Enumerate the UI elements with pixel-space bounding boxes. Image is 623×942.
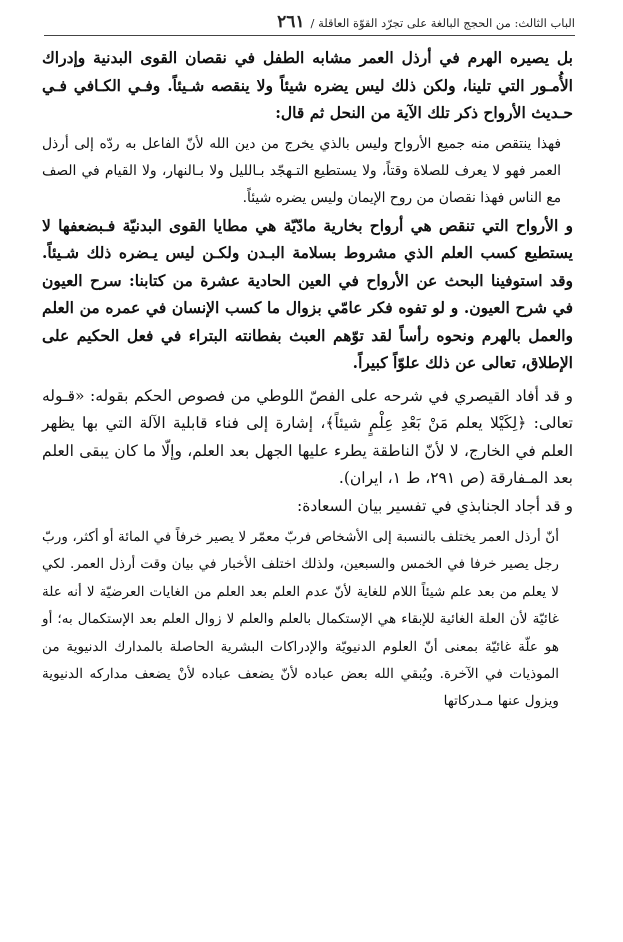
paragraph-2: و الأرواح التي تنقص هي أرواح بخارية مادّيّة هي مطايا القوى البدنيّة فـبضعفها لا يستطيع كسب العلم الذي مشروط بسلامة البـدن ولكـن ليس يـضره ذلك شـيئاً. وقد استوفينا البحث عن الأرواح في العين الحادية عشرة من كتابنا: سرح العيون في شرح العيون. و لو تفوه فكر عامّي بزوال ما كسب الإنسان في عمره من العلم والعمل بالهرم ونحوه رأساً لقد توّهم العبث بفطانته البتراء في فعل الحكيم على الإطلاق، تعالى عن ذلك علوّاً كبيراً. (42, 215, 573, 372)
paragraph-1: بل يصيره الهرم في أرذل العمر مشابه الطفل في نقصان القوى البدنية وإدراك الأُمـور التي تلينا، ولكن ذلك ليس يضره شيئاً ولا ينقصه شـيئاً. وفـي الكـافي فـي حـديث الأرواح ذكر تلك الآية من النحل ثم قال: (42, 48, 573, 122)
page-number: ٢٦١ (277, 12, 305, 32)
running-header (40, 12, 575, 32)
header-rule (44, 35, 575, 36)
body-text (42, 44, 573, 716)
quote-al-kafi: فهذا ينتقص منه جميع الأرواح وليس بالذي يخرج من دين الله لأنّ الفاعل به ردّه إلى أرذل العمر فهو لا يعرف للصلاة وقتاً، ولا يستطيع التـهجّد بـالليل ولا بـالنهار، ولا القيام في الصف مع الناس فهذا نقصان من روح الإيمان وليس يضره شيئاً. (42, 135, 561, 206)
paragraph-4: و قد أجاد الجنابذي في تفسير بيان السعادة: (297, 496, 573, 515)
paragraph-3: و قد أفاد القيصري في شرحه على الفصّ اللوطي من فصوص الحكم بقوله: «قـوله تعالى: ﴿لِكَيْلا يعلم مَنْ بَعْدِ عِلْمٍ شيئاً﴾، إشارة إلى فناء قابلية الآلة التي بها يظهر العلم في الخارج، لا لأنّ الناطقة يطرء عليها الجهل بعد العلم، وإلّا ما كان يبقى العلم بعد المـفارقة (ص ٢٩١، ط ١، ايران). (42, 386, 573, 487)
running-title: الباب الثالث: من الحجج البالغة على تجرّد القوّة العاقلة / (310, 16, 575, 30)
quote-bayan-al-saada: أنّ أرذل العمر يختلف بالنسبة إلى الأشخاص فربّ معمّر لا يصير خرفاً في المائة أو أكثر، وربّ رجل يصير خرفا في الخمس والسبعين، ولذلك اختلف الأخبار في بيان وقت أرذل العمر. لكي لا يعلم من بعد علم شيئاً اللام للغاية لأنّ عدم العلم بعد العلم من الغايات العرضيّة لا أنه علة غائيّة لأن العلة الغائية للإبقاء هي الإستكمال بالعلم والعلم لا زوال العلم بعد الإستكمال به؛ أو هو علّة غائيّة بمعنى أنّ العلوم الدنيويّة والإدراكات البشرية الحاصلة بالمدارك الدنيوية من الموذيات في الآخرة. ويُبقي الله بعض عباده لأنّ يضعف عباده لأنْ يضعف مداركه الدنيوية ويزول عنها مـدركاتها (42, 529, 559, 710)
